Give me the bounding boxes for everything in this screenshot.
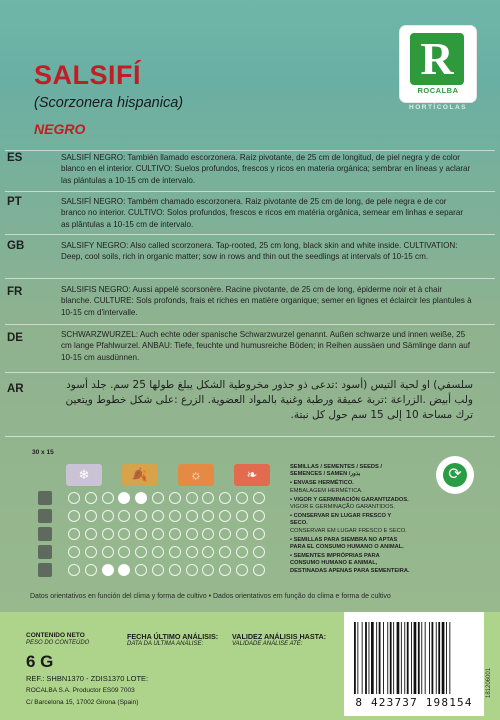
- barcode-bar: [418, 622, 420, 694]
- calendar-month-dot: [68, 510, 80, 522]
- recycle-arrows-icon: ⟳: [443, 463, 467, 487]
- maple-leaf-icon: ❧: [234, 464, 270, 486]
- lang-code-gb: GB: [7, 240, 25, 252]
- barcode-bar: [365, 622, 367, 694]
- barcode-bar: [379, 622, 381, 694]
- calendar-month-dot: [219, 492, 231, 504]
- product-title: SALSIFÍ: [34, 60, 142, 90]
- barcode-bar: [421, 622, 422, 694]
- disclaimer-note: Datos orientativos en función del clima y forma de cultivo • Dados orientativos em função do clima e forma de cultivo: [30, 593, 391, 600]
- barcode-bar: [429, 622, 430, 694]
- calendar-month-dot: [135, 564, 147, 576]
- legend-item: • ENVASE HERMÉTICO.: [290, 480, 354, 487]
- ean-number: 8 423737 198154: [355, 696, 473, 709]
- calendar-month-dot: [236, 546, 248, 558]
- calendar-month-dot: [152, 510, 164, 522]
- barcode-bar: [401, 622, 402, 694]
- lang-text-de: SCHWARZWURZEL: Auch echte oder spanische Schwarzwurzel genannt. Außen schwarze und innen weiße, 25 cm lange Pfahlwurzel. ANBAU: Tiefe, feuchte und humusreiche Böden; in Reihen aussäen und Sämlinge dann auf 10-15 cm ausdünnen.: [61, 330, 470, 362]
- rocalba-logo: [400, 26, 476, 102]
- harvest-icon: [38, 545, 52, 559]
- calendar-month-dot: [169, 528, 181, 540]
- divider: [5, 324, 495, 325]
- divider: [5, 372, 495, 373]
- barcode-bar: [390, 622, 392, 694]
- leaf-icon: 🍂: [122, 464, 158, 486]
- calendar-month-dot: [68, 492, 80, 504]
- barcode-bar: [436, 622, 437, 694]
- barcode-bar: [414, 622, 417, 694]
- barcode-bar: [442, 622, 445, 694]
- lang-code-fr: FR: [7, 286, 23, 298]
- calendar-month-dot: [186, 510, 198, 522]
- calendar-month-dot: [85, 528, 97, 540]
- net-weight: 6 G: [26, 652, 54, 671]
- calendar-month-dot: [118, 510, 130, 522]
- barcode-bar: [371, 622, 374, 694]
- barcode-bar: [432, 622, 434, 694]
- calendar-month-dot: [219, 528, 231, 540]
- green-dot-icon: [436, 456, 474, 494]
- lang-text-ar: سلسفي) او لحية التيس (أسود :تدعى ذو جذور مخروطية الشكل يبلغ طولها 25 سم. جلد أسود ولب أبيض .الزراعة :تربة عميقة ورطبة وغنية بالمواد العضوية. الزرع :على شكل خطوط ويتعين ترك مساحة 10 إلى 15 سم حول كل نبتة.: [65, 379, 473, 421]
- barcode-bar: [354, 622, 356, 694]
- calendar-month-dot: [152, 546, 164, 558]
- calendar-month-dot: [236, 510, 248, 522]
- calendar-month-dot: [118, 528, 130, 540]
- logo-letter: R: [410, 33, 464, 85]
- legend-title: SEMILLAS / SEMENTES / SEEDS / SEMENCES / SAMEN /بذور: [290, 464, 382, 478]
- divider: [5, 436, 495, 437]
- barcode-bar: [411, 622, 412, 694]
- calendar-month-dot: [102, 492, 114, 504]
- calendar-month-dot: [186, 528, 198, 540]
- calendar-month-dot: [102, 564, 114, 576]
- calendar-month-dot: [219, 546, 231, 558]
- validity-label: VALIDEZ ANÁLISIS HASTA:: [232, 632, 327, 641]
- calendar-month-dot: [102, 528, 114, 540]
- calendar-month-dot: [118, 564, 130, 576]
- calendar-month-dot: [186, 564, 198, 576]
- calendar-month-dot: [236, 564, 248, 576]
- side-code: [484, 630, 496, 700]
- calendar-month-dot: [68, 546, 80, 558]
- legend-item: • SEMILLAS PARA SIEMBRA NO APTAS PARA EL CONSUMO HUMANO O ANIMAL.: [290, 536, 404, 551]
- calendar-month-dot: [152, 492, 164, 504]
- calendar-month-dot: [169, 510, 181, 522]
- seedling-icon: [38, 491, 52, 505]
- calendar-month-dot: [236, 528, 248, 540]
- snowflake-icon: ❄: [66, 464, 102, 486]
- calendar-month-dot: [85, 546, 97, 558]
- seed-legend: [290, 464, 410, 577]
- producer: ROCALBA S.A. Productor ES09 7003: [26, 687, 135, 694]
- barcode-bar: [449, 622, 450, 694]
- barcode: [344, 612, 484, 716]
- net-content-label: CONTENIDO NETO: [26, 632, 85, 639]
- brand-subtitle: HORTÍCOLAS: [409, 104, 467, 111]
- calendar-month-dot: [68, 528, 80, 540]
- lang-text-gb: SALSIFY NEGRO: Also called scorzonera. Tap-rooted, 25 cm long, black skin and white inside. CULTIVATION: Deep, cool soils, rich in organic matter; sow in rows and thin out the seedlings at intervals of 10-15 cm.: [61, 241, 458, 262]
- analysis-date-label: FECHA ÚLTIMO ANÁLISIS:: [127, 632, 219, 641]
- calendar-month-dot: [152, 528, 164, 540]
- brand-name: ROCALBA: [417, 86, 459, 95]
- lang-text-fr: SALSIFIS NEGRO: Aussi appelé scorsonère. Racine pivotante, de 25 cm de long, épiderme noir et à chair blanche. CULTURE: Sols profonds, frais et riches en matière organique; semer en lignes et éclaircir les plantules à 10-15 cm d'intervalle.: [61, 285, 472, 317]
- calendar-month-dot: [102, 546, 114, 558]
- divider: [5, 150, 495, 151]
- calendar-month-dot: [253, 510, 265, 522]
- divider: [5, 278, 495, 279]
- calendar-month-dot: [68, 564, 80, 576]
- calendar-month-dot: [253, 564, 265, 576]
- calendar-month-dot: [102, 510, 114, 522]
- scientific-name: (Scorzonera hispanica): [34, 95, 184, 111]
- sun-icon: ☼: [178, 464, 214, 486]
- calendar-month-dot: [202, 492, 214, 504]
- transplant-icon: [38, 527, 52, 541]
- validity-sub: VALIDADE ANÁLISE ATÉ:: [232, 641, 303, 647]
- barcode-bar: [376, 622, 377, 694]
- legend-item: • VIGOR Y GERMINACIÓN GARANTIZADOS.: [290, 496, 409, 503]
- calendar-month-dot: [253, 492, 265, 504]
- divider: [5, 234, 495, 235]
- calendar-month-dot: [135, 546, 147, 558]
- calendar-month-dot: [236, 492, 248, 504]
- watering-icon: [38, 563, 52, 577]
- barcode-bar: [357, 622, 358, 694]
- legend-item: • CONSERVAR EN LUGAR FRESCO Y SECO.: [290, 513, 392, 527]
- net-content-sub: PESO DO CONTEÚDO: [26, 640, 90, 646]
- calendar-month-dot: [253, 528, 265, 540]
- barcode-bar: [425, 622, 426, 694]
- barcode-bar: [438, 622, 440, 694]
- calendar-month-dot: [118, 492, 130, 504]
- calendar-month-dot: [152, 564, 164, 576]
- calendar-month-dot: [202, 528, 214, 540]
- barcode-bar: [393, 622, 394, 694]
- analysis-date-sub: DATA DA ÚLTIMA ANÁLISE:: [127, 641, 204, 647]
- legend-item-pt: VIGOR E GERMINAÇÃO GARANTIDOS.: [290, 504, 395, 511]
- calendar-month-dot: [186, 492, 198, 504]
- calendar-month-dot: [186, 546, 198, 558]
- lang-code-de: DE: [7, 332, 23, 344]
- calendar-month-dot: [219, 510, 231, 522]
- calendar-month-dot: [85, 492, 97, 504]
- calendar-month-dot: [169, 492, 181, 504]
- divider: [5, 191, 495, 192]
- calendar-month-dot: [169, 546, 181, 558]
- barcode-bar: [404, 622, 405, 694]
- calendar-month-dot: [202, 564, 214, 576]
- calendar-month-dot: [135, 492, 147, 504]
- calendar-month-dot: [253, 546, 265, 558]
- reference-lot: REF.: SHBN1370 - ZDIS1370 LOTE:: [26, 674, 149, 683]
- barcode-bar: [383, 622, 384, 694]
- sowing-calendar: [22, 457, 278, 585]
- barcode-bar: [446, 622, 447, 694]
- variety-name: NEGRO: [34, 121, 86, 137]
- legend-item: • SEMENTES IMPRÓPRIAS PARA CONSUMO HUMANO E ANIMAL, DESTINADAS APENAS PARA SEMENTEIRA.: [290, 553, 410, 574]
- side-code-text: 181206001: [486, 667, 492, 698]
- address: C/ Barcelona 15, 17002 Girona (Spain): [26, 699, 139, 706]
- calendar-month-dot: [135, 510, 147, 522]
- calendar-month-dot: [219, 564, 231, 576]
- barcode-bars: [352, 622, 476, 694]
- sowing-icon: [38, 509, 52, 523]
- calendar-month-dot: [169, 564, 181, 576]
- calendar-month-dot: [85, 510, 97, 522]
- calendar-month-dot: [85, 564, 97, 576]
- calendar-month-dot: [118, 546, 130, 558]
- calendar-month-dot: [202, 546, 214, 558]
- legend-item-pt: EMBALAGEM HERMÉTICA.: [290, 487, 363, 494]
- lang-code-pt: PT: [7, 196, 22, 208]
- calendar-month-dot: [202, 510, 214, 522]
- lang-code-es: ES: [7, 152, 23, 164]
- barcode-bar: [362, 622, 363, 694]
- legend-item-pt: CONSERVAR EM LUGAR FRESCO E SECO.: [290, 527, 407, 534]
- lang-text-es: SALSIFÍ NEGRO: También llamado escorzonera. Raíz pivotante, de 25 cm de longitud, de piel negra y de color blanco en el interior. CULTIVO: Suelos profundos, frescos y ricos en materia orgánica; sembrar en líneas y aclarar las plántulas a 10-15 cm de intervalo.: [61, 153, 471, 185]
- barcode-bar: [397, 622, 400, 694]
- lang-code-ar: AR: [7, 383, 24, 395]
- plant-spacing-label: 30 x 15: [32, 449, 54, 456]
- calendar-month-dot: [135, 528, 147, 540]
- barcode-bar: [369, 622, 370, 694]
- barcode-bar: [387, 622, 388, 694]
- barcode-bar: [407, 622, 409, 694]
- lang-text-pt: SALSIFÍ NEGRO: Também chamado escorzonera. Raiz pivotante de 25 cm de long, de pele negra e de cor branco no interior. CULTIVO: Solos profundos, frescos e ricos em matéria orgânica, semear em linhas e separar as plântulas a 10-15 cm de intervalo.: [61, 197, 464, 229]
